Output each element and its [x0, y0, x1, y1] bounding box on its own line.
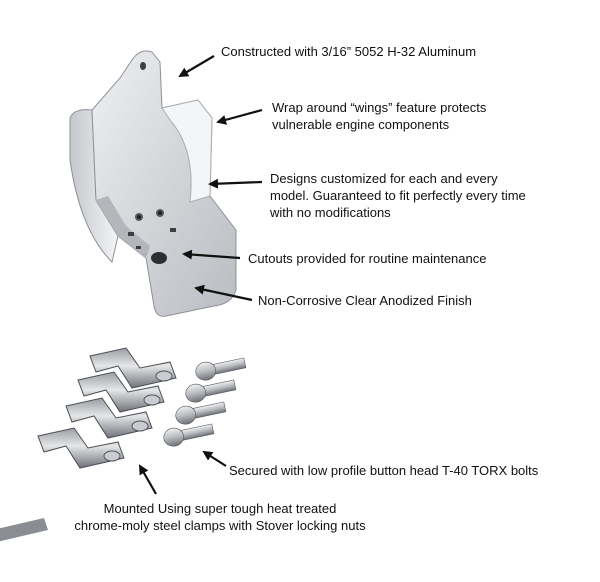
callout-clamps-line: chrome-moly steel clamps with Stover locking nuts: [74, 518, 366, 533]
callout-designs: [270, 170, 526, 221]
bolt: [184, 376, 237, 404]
callout-designs-line: Designs customized for each and every: [270, 171, 498, 186]
callout-construction-line: Constructed with 3/16” 5052 H-32 Aluminum: [221, 44, 477, 59]
torx-bolts: [162, 354, 247, 448]
callout-finish: [258, 292, 472, 309]
callout-wings-line: Wrap around “wings” feature protects: [272, 100, 487, 115]
callout-wings-line: vulnerable engine components: [272, 117, 450, 132]
bolt: [194, 354, 247, 382]
cutout-slot: [136, 246, 141, 249]
cutout-slot: [128, 232, 134, 236]
bolt: [162, 420, 215, 448]
mounting-hole: [140, 62, 146, 70]
arrow-clamps: [140, 466, 156, 494]
bolt: [174, 398, 227, 426]
arrow-construction: [180, 56, 214, 76]
callout-bolts: [229, 462, 538, 479]
callout-construction: [221, 43, 476, 60]
bolt-hole: [158, 211, 162, 215]
callout-clamps: [60, 500, 380, 534]
callout-designs-line: with no modifications: [270, 205, 391, 220]
callout-wings: [272, 99, 486, 133]
callout-clamps-line: Mounted Using super tough heat treated: [103, 501, 337, 516]
arrow-wings: [218, 110, 262, 122]
callout-designs-line: model. Guaranteed to fit perfectly every time: [270, 188, 526, 203]
arrow-bolts: [204, 452, 226, 466]
drain-cutout: [151, 252, 167, 264]
callout-finish-line: Non-Corrosive Clear Anodized Finish: [258, 293, 472, 308]
cutout-slot: [170, 228, 176, 232]
arrow-designs: [210, 182, 262, 184]
callout-bolts-line: Secured with low profile button head T-40 TORX bolts: [229, 463, 539, 478]
callout-cutouts-line: Cutouts provided for routine maintenance: [248, 251, 487, 266]
callout-cutouts: [248, 250, 486, 267]
bolt-hole: [137, 215, 141, 219]
